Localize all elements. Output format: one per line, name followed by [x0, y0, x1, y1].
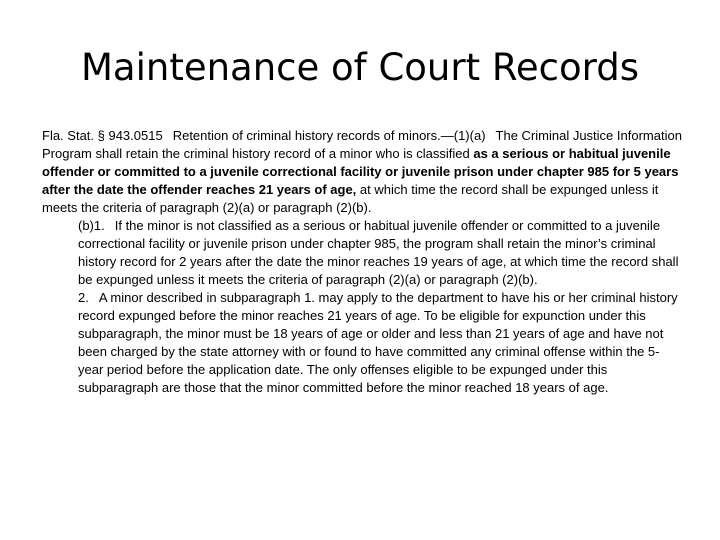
slide-title: Maintenance of Court Records [81, 46, 639, 89]
paragraph-2-text: A minor described in subparagraph 1. may apply to the department to have his or her criminal history record expunged before the minor reaches 21 years of age. To be eligible for expunction under this subparagraph, the minor must be 18 years of age or older and less than 21 years of age and have not been charged by the state attorney with or found to have committed any criminal offense within the 5-year period before the application date. The only offenses eligible to be expunged under this subparagraph are those that the minor committed before the minor reached 18 years of age. [78, 290, 678, 395]
paragraph-2 [78, 289, 682, 397]
intro-text-plain-2: at which time the record shall be expunged unless it meets the criteria of paragraph (2)(a) or paragraph (2)(b). [42, 182, 659, 215]
statute-citation: Fla. Stat. § 943.0515 [42, 128, 163, 143]
intro-text-bold: as a serious or habitual juvenile offender or committed to a juvenile correctional facility or juvenile prison under chapter 985 for 5 years after the date the offender reaches 21 years of age, [42, 146, 679, 197]
slide-body [42, 127, 682, 397]
paragraph-b1-number: (b)1. [78, 218, 105, 233]
paragraph-b1-text: If the minor is not classified as a serious or habitual juvenile offender or committed to a juvenile correctional facility or juvenile prison under chapter 985, the program shall retain the minor’s criminal history record for 2 years after the date the minor reaches 19 years of age, at which time the record shall be expunged unless it meets the criteria of paragraph (2)(a) or paragraph (2)(b). [78, 218, 679, 287]
intro-paragraph [42, 127, 682, 217]
paragraph-b1 [78, 217, 682, 289]
paragraph-2-number: 2. [78, 290, 89, 305]
statute-heading: Retention of criminal history records of minors.—(1)(a) [172, 128, 486, 143]
intro-text-plain-1: The Criminal Justice Information Program shall retain the criminal history record of a minor who is classified [42, 128, 682, 161]
